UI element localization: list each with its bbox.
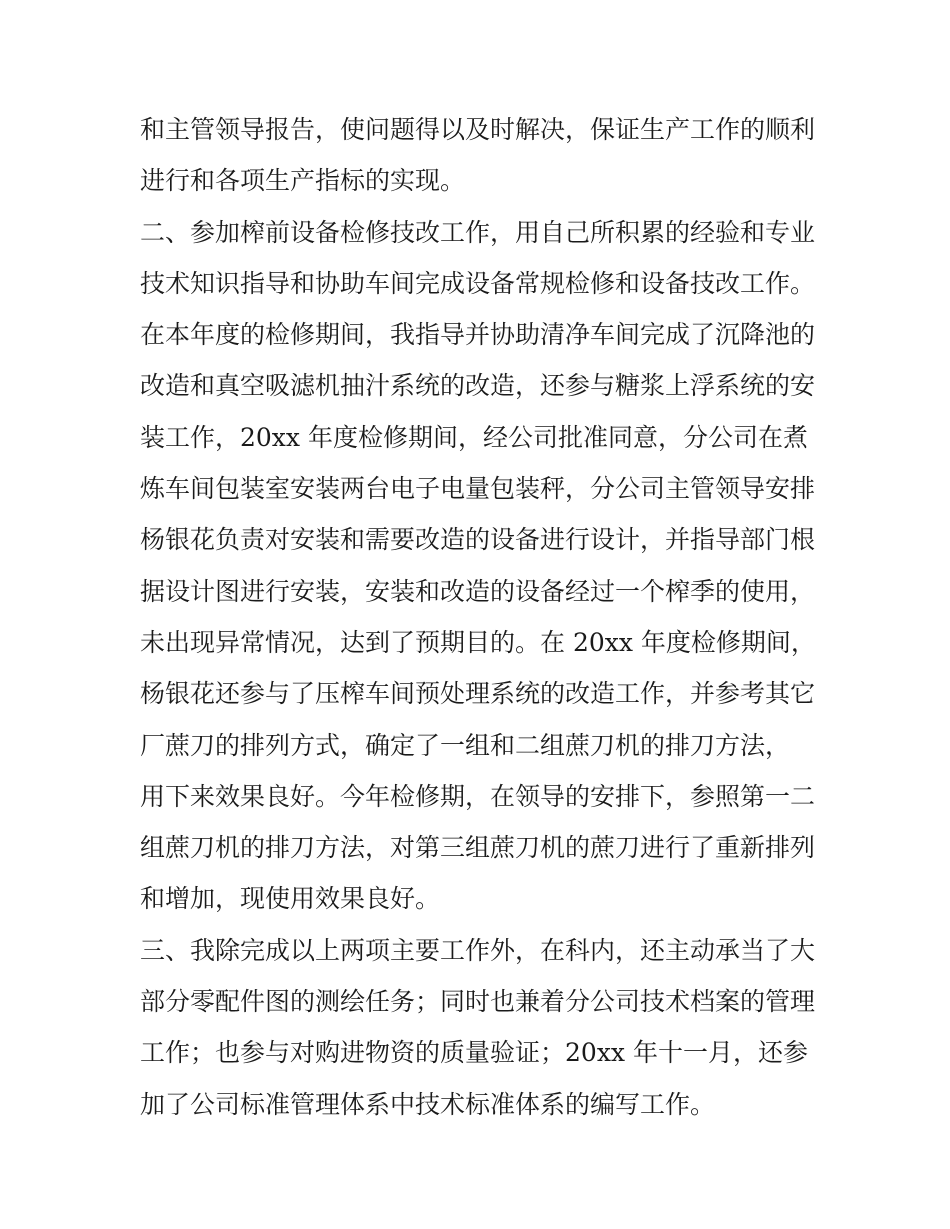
- text-line: 进行和各项生产指标的实现。: [140, 166, 466, 196]
- text-line: 炼车间包装室安装两台电子电量包装秤，分公司主管领导安排: [140, 474, 816, 504]
- text-line: 装工作，20xx 年度检修期间，经公司批准同意，分公司在煮: [140, 422, 808, 452]
- text-line: 改造和真空吸滤机抽汁系统的改造，还参与糖浆上浮系统的安: [140, 371, 816, 401]
- text-line: 三、我除完成以上两项主要工作外，在科内，还主动承当了大: [140, 935, 816, 965]
- text-line: 用下来效果良好。今年检修期，在领导的安排下，参照第一二: [140, 781, 816, 811]
- text-line: 厂蔗刀的排列方式，确定了一组和二组蔗刀机的排刀方法，: [140, 730, 791, 760]
- text-line: 技术知识指导和协助车间完成设备常规检修和设备技改工作。: [140, 268, 816, 298]
- text-line: 杨银花还参与了压榨车间预处理系统的改造工作，并参考其它: [140, 679, 816, 709]
- body-text: [140, 104, 820, 1130]
- text-line: 部分零配件图的测绘任务；同时也兼着分公司技术档案的管理: [140, 987, 816, 1017]
- text-line: 加了公司标准管理体系中技术标准体系的编写工作。: [140, 1089, 716, 1119]
- text-line: 二、参加榨前设备检修技改工作，用自己所积累的经验和专业: [140, 217, 816, 247]
- text-line: 在本年度的检修期间，我指导并协助清净车间完成了沉降池的: [140, 320, 816, 350]
- text-line: 和主管领导报告，使问题得以及时解决，保证生产工作的顺利: [140, 115, 816, 144]
- text-line: 工作；也参与对购进物资的质量验证；20xx 年十一月，还参: [140, 1038, 808, 1068]
- text-line: 未出现异常情况，达到了预期目的。在 20xx 年度检修期间，: [140, 627, 816, 657]
- text-line: 杨银花负责对安装和需要改造的设备进行设计，并指导部门根: [140, 525, 816, 555]
- text-line: 组蔗刀机的排刀方法，对第三组蔗刀机的蔗刀进行了重新排列: [140, 833, 816, 863]
- text-line: 据设计图进行安装，安装和改造的设备经过一个榨季的使用，: [140, 576, 816, 606]
- text-line: 和增加，现使用效果良好。: [140, 884, 441, 914]
